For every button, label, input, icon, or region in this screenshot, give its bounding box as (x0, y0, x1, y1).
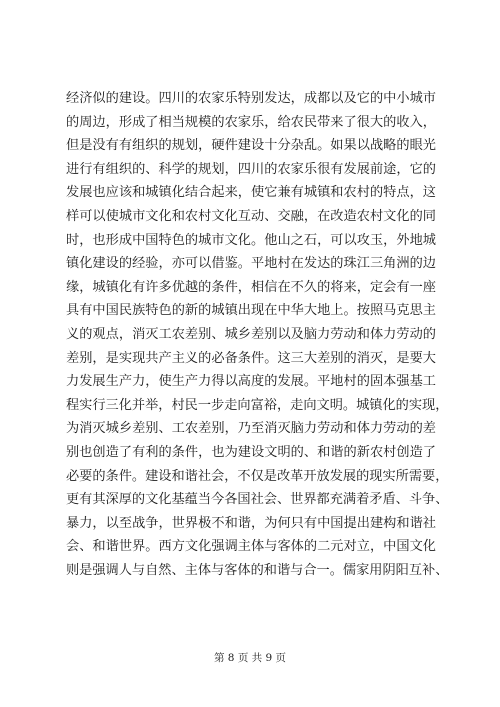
text-line-12: 差别，是实现共产主义的必备条件。这三大差别的消灭，是要大 (66, 350, 436, 366)
text-line-21: 则是强调人与自然、主体与客体的和谐与合一。儒家用阴阳互补、 (66, 562, 449, 578)
text-line-3: 但是没有有组织的规划，硬件建设十分杂乱。如果以战略的眼光 (66, 138, 436, 154)
text-line-17: 必要的条件。建设和谐社会，不仅是改革开放发展的现实所需要， (66, 468, 449, 484)
text-line-15: 为消灭城乡差别、工农差别，乃至消灭脑力劳动和体力劳动的差 (66, 421, 436, 437)
text-line-10: 具有中国民族特色的新的城镇出现在中华大地上。按照马克思主 (66, 303, 436, 319)
page-number-footer: 第 8 页 共 9 页 (213, 652, 287, 664)
text-line-7: 时，也形成中国特色的城市文化。他山之石，可以攻玉，外地城 (66, 232, 436, 248)
text-line-14: 程实行三化并举，村民一步走向富裕，走向文明。城镇化的实现， (66, 397, 449, 413)
text-line-4: 进行有组织的、科学的规划，四川的农家乐很有发展前途，它的 (66, 161, 436, 177)
text-line-5: 发展也应该和城镇化结合起来，使它兼有城镇和农村的特点，这 (66, 185, 436, 201)
body-text (66, 87, 449, 582)
text-line-9: 缘，城镇化有许多优越的条件，相信在不久的将来，定会有一座 (66, 279, 436, 295)
text-line-11: 义的观点，消灭工农差别、城乡差别以及脑力劳动和体力劳动的 (66, 326, 436, 342)
text-line-6: 样可以使城市文化和农村文化互动、交融，在改造农村文化的同 (66, 208, 436, 224)
text-line-16: 别也创造了有利的条件，也为建设文明的、和谐的新农村创造了 (66, 444, 436, 460)
text-line-8: 镇化建设的经验，亦可以借鉴。平地村在发达的珠江三角洲的边 (66, 256, 436, 272)
text-line-2: 的周边，形成了相当规模的农家乐，给农民带来了很大的收入， (66, 114, 436, 130)
text-line-13: 力发展生产力，使生产力得以高度的发展。平地村的固本强基工 (66, 374, 436, 390)
text-line-20: 会、和谐世界。西方文化强调主体与客体的二元对立，中国文化 (66, 539, 436, 555)
text-line-19: 暴力，以至战争，世界极不和谐，为何只有中国提出建构和谐社 (66, 515, 436, 531)
text-line-18: 更有其深厚的文化基蕴当今各国社会、世界都充满着矛盾、斗争、 (66, 492, 449, 508)
text-line-1: 经济似的建设。四川的农家乐特别发达，成都以及它的中小城市 (66, 91, 436, 106)
